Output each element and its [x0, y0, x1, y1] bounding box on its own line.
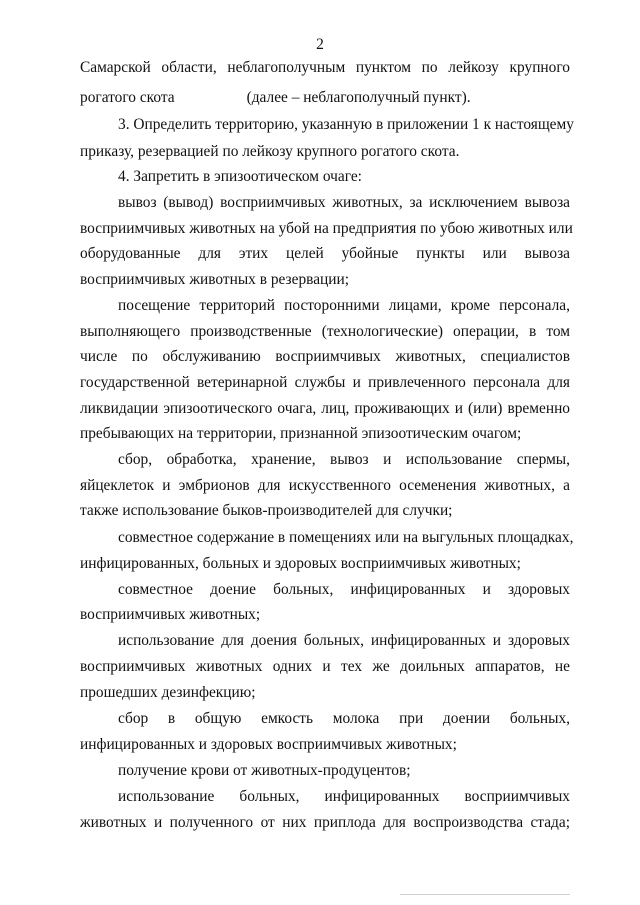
- text-line: приказу, резервацией по лейкозу крупного рогатого скота.: [80, 143, 460, 160]
- text-line: сбор в общую емкость молока при доении больных,: [118, 710, 570, 727]
- scan-artifact: [400, 894, 570, 895]
- text-line: восприимчивых животных;: [80, 606, 261, 623]
- text-line: животных и полученного от них приплода для воспроизводства стада;: [80, 814, 570, 831]
- text-line: использование больных, инфицированных восприимчивых: [118, 788, 570, 805]
- text-line: государственной ветеринарной службы и привлеченного персонала для: [80, 374, 570, 391]
- text-line: совместное содержание в помещениях или на выгульных площадках,: [118, 529, 574, 546]
- text-line: ликвидации эпизоотического очага, лиц, проживающих и (или) временно: [80, 400, 570, 417]
- text-line: получение крови от животных-продуцентов;: [118, 762, 411, 779]
- text-line: пребывающих на территории, признанной эпизоотическим очагом;: [80, 425, 522, 442]
- text-fragment: рогатого скота: [80, 89, 175, 106]
- text-line: вывоз (вывод) восприимчивых животных, за исключением вывоза: [118, 194, 570, 211]
- paragraph-item-3: 3. Определить территорию, указанную в приложении 1 к настоящему: [118, 116, 574, 133]
- text-fragment: (далее – неблагополучный пункт).: [246, 89, 471, 106]
- text-line: восприимчивых животных на убой на предприятия по убою животных или: [80, 220, 573, 237]
- text-line: восприимчивых животных одних и тех же доильных аппаратов, не: [80, 658, 570, 675]
- text-line: выполняющего производственные (технологические) операции, в том: [80, 323, 570, 340]
- text-line: посещение территорий посторонними лицами, кроме персонала,: [118, 297, 570, 314]
- text-line: яйцеклеток и эмбрионов для искусственного осеменения животных, а: [80, 477, 570, 494]
- text-line: инфицированных и здоровых восприимчивых животных;: [80, 736, 457, 753]
- text-line: оборудованные для этих целей убойные пункты или вывоза: [80, 245, 570, 262]
- paragraph-item-4: 4. Запретить в эпизоотическом очаге:: [118, 168, 362, 185]
- text-line: использование для доения больных, инфицированных и здоровых: [118, 632, 570, 649]
- text-line: также использование быков-производителей для случки;: [80, 502, 453, 519]
- page-number: 2: [316, 36, 324, 53]
- text-line-with-gap: [80, 88, 570, 108]
- text-line: сбор, обработка, хранение, вывоз и использование спермы,: [118, 451, 570, 468]
- text-line: совместное доение больных, инфицированных и здоровых: [118, 581, 570, 598]
- text-line: инфицированных, больных и здоровых восприимчивых животных;: [80, 555, 521, 572]
- text-line: восприимчивых животных в резервации;: [80, 271, 350, 288]
- text-line: прошедших дезинфекцию;: [80, 684, 256, 701]
- text-line: Самарской области, неблагополучным пунктом по лейкозу крупного: [80, 59, 570, 76]
- text-line: числе по обслуживанию восприимчивых животных, специалистов: [80, 348, 570, 365]
